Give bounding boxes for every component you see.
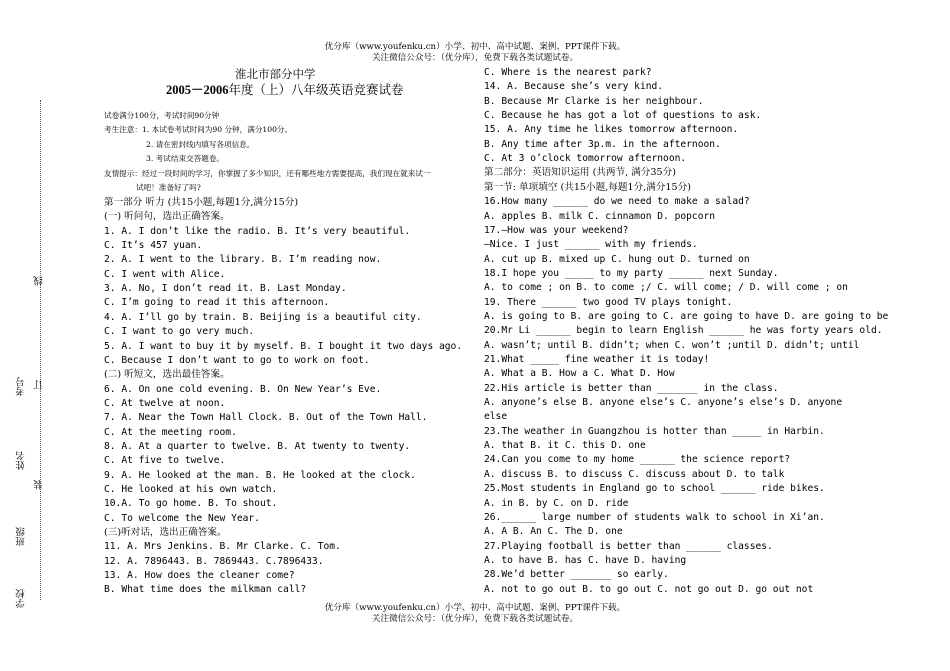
right-lines-item: 19. There ______ two good TV plays tonight. (484, 296, 733, 308)
left-lines-item: 10.A. To go home. B. To shout. (104, 498, 278, 510)
right-lines-item: A. A B. An C. The D. one (484, 526, 623, 538)
right-lines-item: B. Any time after 3p.m. in the afternoon. (484, 138, 721, 150)
left-lines-item: 13. A. How does the cleaner come? (104, 570, 295, 582)
note-6: 试吧！准备好了吗? (136, 183, 201, 192)
left-lines-item: C. To welcome the New Year. (104, 512, 260, 524)
left-lines-item: C. I’m going to read it this afternoon. (104, 297, 330, 309)
left-lines-item: 第一部分 听力 (共15小题,每题1分,满分15分) (104, 197, 299, 208)
binding-zhuang: 装 (34, 480, 45, 490)
right-lines-item: A. discuss B. to discuss C. discuss about D. to talk (484, 468, 785, 480)
left-lines-item: 5. A. I want to buy it by myself. B. I bought it two days ago. (104, 340, 463, 352)
left-lines-item: 8. A. At a quarter to twelve. B. At twenty to twenty. (104, 440, 411, 452)
left-lines-item: C. Because I don’t want to go to work on foot. (104, 354, 370, 366)
right-lines-item: 14. A. Because she’s very kind. (484, 81, 664, 93)
number-label: 考号 (16, 377, 27, 396)
right-lines-item: 23.The weather in Guangzhou is hotter than _____ in Harbin. (484, 425, 825, 437)
left-lines-item: (一) 听问句，选出正确答案。 (104, 211, 230, 223)
school-name: 淮北市部分中学 (235, 67, 316, 81)
class-label: 班级 (16, 527, 27, 546)
left-lines-item: C. He looked at his own watch. (104, 484, 278, 495)
right-lines-item: C. At 3 o’clock tomorrow afternoon. (484, 153, 687, 165)
right-lines-item: —Nice. I just ______ with my friends. (484, 239, 698, 251)
right-lines-item: 20.Mr Li ______ begin to learn English ______ he was forty years old. (484, 325, 883, 337)
left-lines-item: 6. A. On one cold evening. B. On New Year’s Eve. (104, 383, 382, 395)
right-lines-item: 15. A. Any time he likes tomorrow afternoon. (484, 124, 739, 136)
right-lines-item: A. to have B. has C. have D. having (484, 554, 687, 566)
note-5: 友情提示：经过一段时间的学习，你掌握了多少知识，还有哪些地方需要提高，我们现在就来试一 (104, 169, 431, 178)
exam-title (166, 80, 404, 98)
school-label: 学校 (16, 589, 27, 608)
footer-line-2: 关注微信公众号：（优分库），免费下载各类试题试卷。 (371, 614, 579, 624)
right-lines-item: C. Because he has got a lot of questions to ask. (484, 110, 762, 122)
left-lines-item: 9. A. He looked at the man. B. He looked at the clock. (104, 469, 416, 481)
right-lines-item: 18.I hope you _____ to my party ______ next Sunday. (484, 267, 779, 279)
note-2: 考生注意：1. 本试卷考试时间为90 分钟，满分100分。 (104, 125, 293, 134)
right-lines-item: A. that B. it C. this D. one (484, 440, 646, 452)
exam-title-rest: 年度（上）八年级英语竞赛试卷 (228, 82, 404, 97)
right-lines-item: 21.What _____ fine weather it is today! (484, 354, 710, 365)
right-lines-item: 17.—How was your weekend? (484, 224, 629, 236)
right-lines-item: A. anyone’s else B. anyone else’s C. anyone’s else’s D. anyone (484, 397, 843, 409)
right-lines-item: C. Where is the nearest park? (484, 67, 652, 78)
right-lines-item: A. wasn’t; until B. didn’t; when C. won’t ;until D. didn’t; until (484, 339, 860, 351)
note-3: 2. 请在密封线内填写各项信息。 (146, 140, 255, 149)
right-lines-item: A. What a B. How a C. What D. How (484, 368, 675, 380)
binding-xian: 线 (34, 276, 45, 286)
right-lines-item: A. not to go out B. to go out C. not go out D. go out not (484, 583, 814, 595)
binding-dotted-line (40, 100, 41, 600)
right-lines-item: 22.His article is better than _______ in the class. (484, 382, 779, 394)
left-lines-item: (三)听对话，选出正确答案。 (104, 527, 227, 539)
left-lines-item: C. It’s 457 yuan. (104, 240, 203, 252)
left-lines-item: C. At twelve at noon. (104, 397, 226, 409)
left-lines-item: C. At five to twelve. (104, 455, 226, 467)
left-lines-item: 7. A. Near the Town Hall Clock. B. Out of the Town Hall. (104, 412, 428, 424)
right-lines-item: 16.How many ______ do we need to make a salad? (484, 196, 750, 208)
right-lines-item: A. is going to B. are going to C. are going to have D. are going to be (484, 310, 889, 322)
header-line-2: 关注微信公众号：（优分库），免费下载各类试题试卷。 (371, 53, 579, 63)
right-lines-item: A. in B. by C. on D. ride (484, 497, 629, 509)
header-line-1: 优分库（www.youfenku.cn）小学、初中、高中试题、案例、PPT课件下载。 (324, 42, 626, 52)
left-lines-item: (二) 听短文，选出最佳答案。 (104, 369, 230, 381)
note-4: 3. 考试结束交答题卷。 (146, 154, 225, 163)
left-lines-item: 4. A. I’ll go by train. B. Beijing is a beautiful city. (104, 311, 422, 323)
left-lines-item: 11. A. Mrs Jenkins. B. Mr Clarke. C. Tom. (104, 541, 341, 553)
left-lines-item: 2. A. I went to the library. B. I’m reading now. (104, 254, 382, 266)
left-lines-item: 1. A. I don’t like the radio. B. It’s very beautiful. (104, 225, 411, 237)
right-lines-item: 26.______ large number of students walk to school in Xi’an. (484, 511, 825, 523)
name-label: 姓名 (16, 451, 27, 470)
right-lines-item: A. apples B. milk C. cinnamon D. popcorn (484, 210, 716, 222)
note-1: 试卷满分100分，考试时间90分钟 (104, 111, 220, 120)
right-lines-item: B. Because Mr Clarke is her neighbour. (484, 95, 704, 107)
right-lines-item: A. to come ; on B. to come ;/ C. will come; / D. will come ; on (484, 282, 848, 294)
left-lines-item: C. I want to go very much. (104, 326, 255, 338)
binding-ding: 订 (34, 380, 45, 390)
footer-line-1: 优分库（www.youfenku.cn）小学、初中、高中试题、案例、PPT课件下载。 (324, 603, 626, 613)
right-lines-item: 28.We’d better _______ so early. (484, 569, 669, 581)
right-lines-item: 第一节: 单项填空 (共15小题,每题1分,满分15分) (484, 181, 691, 193)
left-lines-item: 12. A. 7896443. B. 7869443. C.7896433. (104, 555, 324, 567)
right-lines-item: A. cut up B. mixed up C. hung out D. turned on (484, 253, 750, 265)
right-lines-item: 24.Can you come to my home ______ the science report? (484, 454, 791, 466)
right-lines-item: 25.Most students in England go to school ______ ride bikes. (484, 483, 825, 495)
right-lines-item: 第二部分：英语知识运用 (共两节, 满分35分) (484, 167, 676, 179)
left-lines-item: B. What time does the milkman call? (104, 584, 307, 596)
left-lines-item: C. At the meeting room. (104, 426, 237, 438)
left-lines-item: C. I went with Alice. (104, 268, 226, 280)
left-lines-item: 3. A. No, I don’t read it. B. Last Monday. (104, 283, 347, 295)
right-lines-item: else (484, 411, 508, 423)
right-lines-item: 27.Playing football is better than ______ classes. (484, 540, 773, 552)
exam-title-year: 2005－2006 (166, 83, 229, 97)
